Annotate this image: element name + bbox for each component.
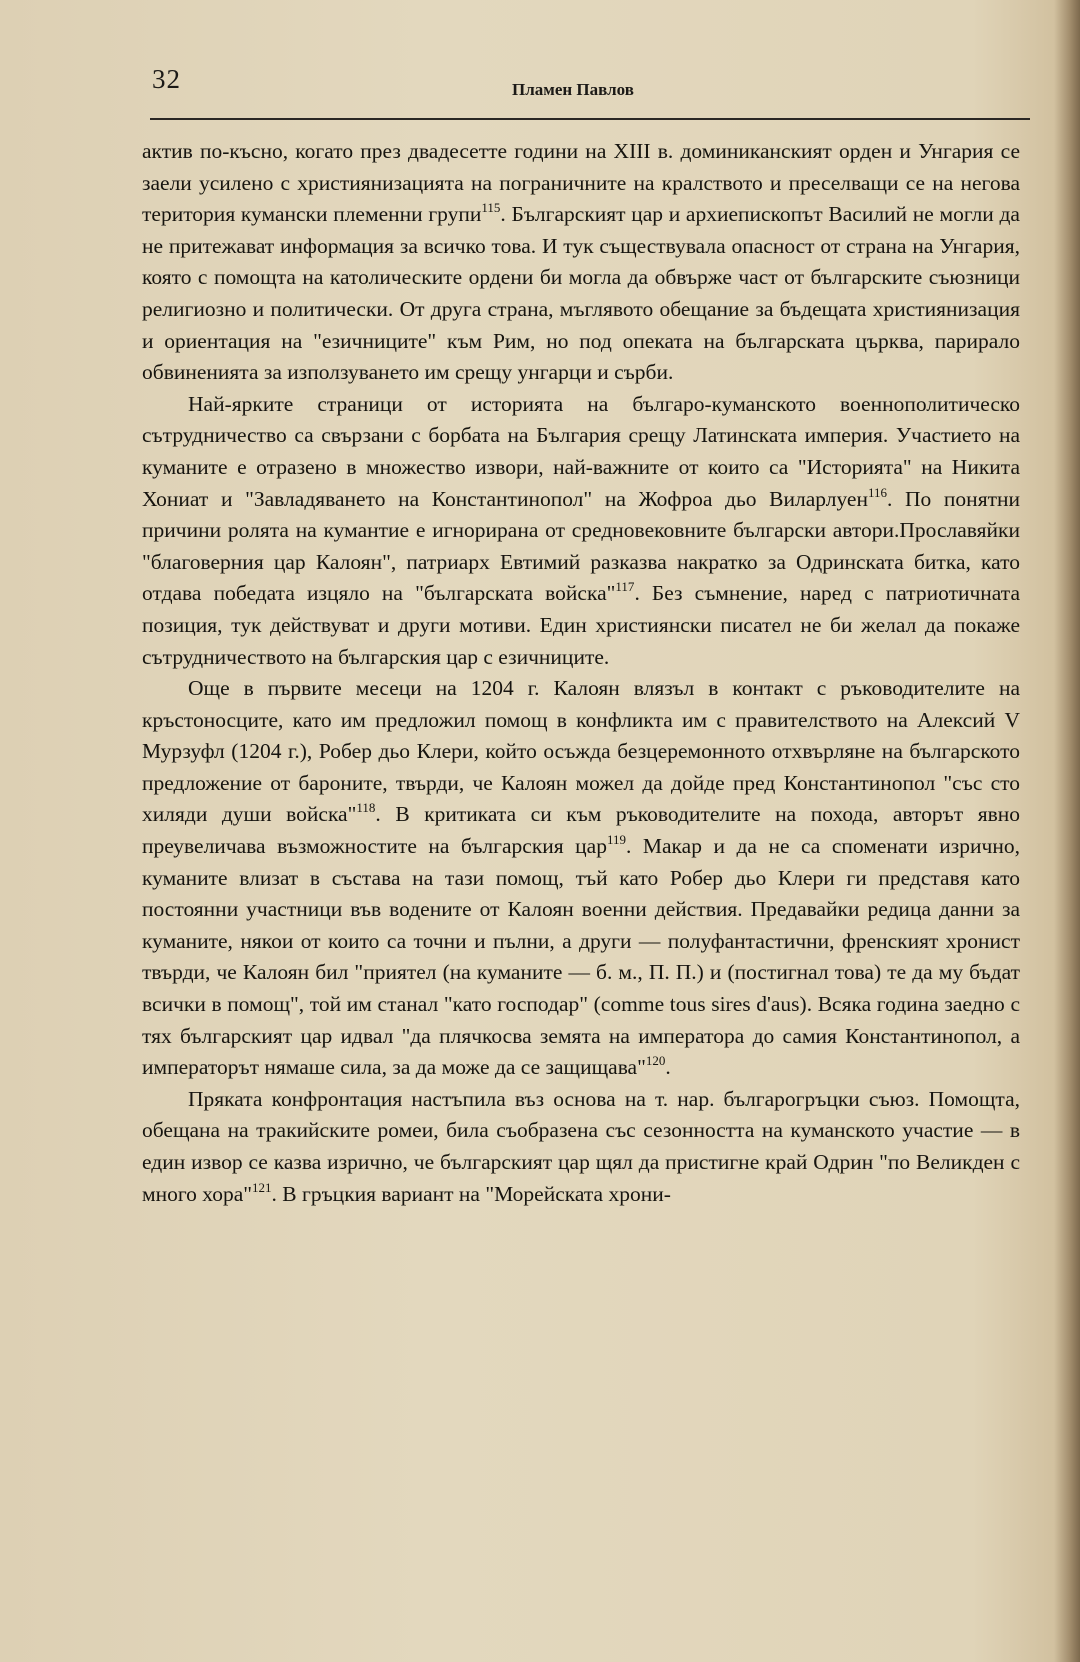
running-head: Пламен Павлов [512, 80, 634, 99]
page-edge-shadow [1054, 0, 1080, 1662]
paragraph-2: Най-ярките страници от историята на българо-куманското военнополитическо сътрудничество са свързани с борбата на България срещу Латинската империя. Участието на куманите е отразено в множество извори, най-важните от които са "Историята" на Никита Хониат и "Завладяването на Константинопол" на Жофроа дьо Виларлуен$^{116}$. По понятни причини ролята на кумантие е игнорирана от средновековните български автори.Прославяйки "благоверния цар Калоян", патриарх Евтимий разказва накратко за Одринската битка, като отдава победата изцяло на "българската войска"$^{117}$. Без съмнение, наред с патриотичната позиция, тук действуват и други мотиви. Един християнски писател не би желал да покаже сътрудничеството на българския цар с езичниците. [142, 391, 1020, 669]
paragraph-1: актив по-късно, когато през двадесетте години на XIII в. доминиканският орден и Унгария се заели усилено с християнизацията на пограничните на кралството и преселващи се на негова територия кумански племенни групи$^{115}$. Българският цар и архиепископът Василий не могли да не притежават информация за всичко това. И тук съществувала опасност от страна на Унгария, която с помощта на католическите ордени би могла да обвърже част от българските съюзници религиозно и политически. От друга страна, мъглявото обещание за бъдещата християнизация и ориентация на "езичниците" към Рим, но под опеката на българската църква, парирало обвиненията за използуването им срещу унгарци и сърби. [142, 139, 1020, 385]
footnote-ref: 118 [356, 800, 376, 816]
body-text [142, 136, 1020, 1210]
footnote-ref: 117 [615, 579, 635, 595]
paragraph-3: Още в първите месеци на 1204 г. Калоян влязъл в контакт с ръководителите на кръстоносците, като им предложил помощ в конфликта им с правителството на Алексий V Мурзуфл (1204 г.), Робер дьо Клери, който осъжда безцеремонното отхвърляне на българското предложение от бароните, твърди, че Калоян можел да дойде пред Константинопол "със сто хиляди души войска"$^{118}$. В критиката си към ръководителите на похода, авторът явно преувеличава възможностите на българския цар$^{119}$. Макар и да не са споменати изрично, куманите влизат в състава на тази помощ, тъй като Робер дьо Клери ги представя като постоянни участници във водените от Калоян военни действия. Предавайки редица данни за куманите, някои от които са точни и пълни, а други — полуфантастични, френският хронист твърди, че Калоян бил "приятел (на куманите — б. м., П. П.) и (постигнал това) те да му бъдат всички в помощ", той им станал "като господар" (comme tous sires d'aus). Всяка година заедно с тях българският цар идвал "да плячкосва земята на императора до самия Константинопол, а императорът нямаше сила, за да може да се защищава"$^{120}$. [142, 676, 1021, 1080]
page-header [152, 64, 1028, 124]
footnote-ref: 119 [606, 832, 626, 848]
page-number: 32 [152, 64, 181, 94]
footnote-ref: 116 [867, 484, 888, 500]
footnote-ref: 120 [645, 1053, 666, 1069]
header-rule [150, 118, 1030, 120]
footnote-ref: 115 [481, 200, 501, 216]
footnote-ref: 121 [252, 1179, 272, 1195]
paragraph-4: Пряката конфронтация настъпила въз основа на т. нар. българогръцки съюз. Помощта, обещана на тракийските ромеи, била съобразена със сезонността на куманското участие — в един извор се казва изрично, че българският цар щял да пристигне край Одрин "по Великден с много хора"$^{121}$. В гръцкия вариант на "Морейската хрони- [142, 1086, 1020, 1206]
